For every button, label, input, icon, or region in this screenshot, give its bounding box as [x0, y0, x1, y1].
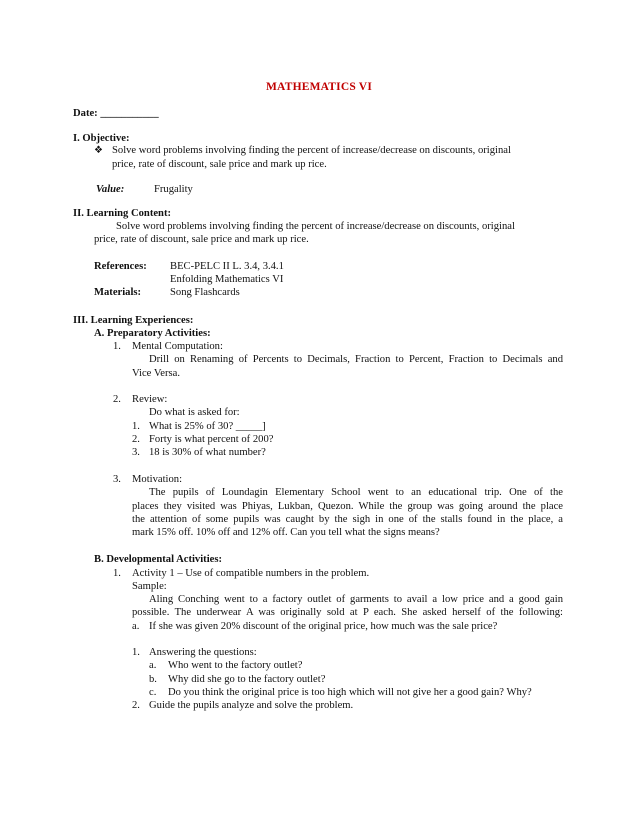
- learning-content-line-1: Solve word problems involving finding the percent of increase/decrease on discounts, original: [116, 221, 515, 232]
- mental-computation-line-2: Vice Versa.: [132, 368, 180, 379]
- activity-title: Activity 1 – Use of compatible numbers in the problem.: [132, 568, 370, 579]
- guide-number: 2.: [132, 700, 140, 711]
- value-text: Frugality: [154, 184, 193, 195]
- answering-title: Answering the questions:: [149, 647, 257, 658]
- answering-item-letter: b.: [149, 674, 157, 685]
- learning-content-heading: II. Learning Content:: [73, 208, 171, 219]
- motivation-line: The pupils of Loundagin Elementary School went to an educational trip. One of the: [149, 487, 563, 498]
- answering-item-letter: a.: [149, 660, 157, 671]
- sample-question-letter: a.: [132, 621, 140, 632]
- diamond-bullet-icon: ❖: [94, 145, 103, 156]
- answering-item-text: Why did she go to the factory outlet?: [168, 674, 326, 685]
- mental-computation-title: Mental Computation:: [132, 341, 223, 352]
- references-label: References:: [94, 261, 147, 272]
- activity-number: 1.: [113, 568, 121, 579]
- motivation-line: the attention of some pupils was caught by the sigh in one of the stalls found in the place, a: [132, 514, 563, 525]
- references-line-1: BEC-PELC II L. 3.4, 3.4.1: [170, 261, 284, 272]
- answering-item-text: Do you think the original price is too high which will not give her a good gain? Why?: [168, 687, 532, 698]
- review-item-text: 18 is 30% of what number?: [149, 447, 266, 458]
- mental-computation-number: 1.: [113, 341, 121, 352]
- review-number: 2.: [113, 394, 121, 405]
- review-item-number: 2.: [132, 434, 140, 445]
- guide-text: Guide the pupils analyze and solve the problem.: [149, 700, 354, 711]
- learning-experiences-heading: III. Learning Experiences:: [73, 315, 194, 326]
- references-line-2: Enfolding Mathematics VI: [170, 274, 284, 285]
- answering-item-text: Who went to the factory outlet?: [168, 660, 303, 671]
- developmental-activities-heading: B. Developmental Activities:: [94, 554, 222, 565]
- value-label: Value:: [96, 184, 125, 195]
- motivation-number: 3.: [113, 474, 121, 485]
- sample-label: Sample:: [132, 581, 167, 592]
- review-item-text: Forty is what percent of 200?: [149, 434, 274, 445]
- materials-label: Materials:: [94, 287, 142, 298]
- materials-text: Song Flashcards: [170, 287, 240, 298]
- review-title: Review:: [132, 394, 168, 405]
- review-item-number: 3.: [132, 447, 140, 458]
- review-item-number: 1.: [132, 421, 140, 432]
- answering-item-letter: c.: [149, 687, 157, 698]
- sample-line: Aling Conching went to a factory outlet of garments to avail a low price and a good gain: [149, 594, 563, 605]
- mental-computation-line-1: Drill on Renaming of Percents to Decimals, Fraction to Percent, Fraction to Decimals and: [149, 354, 563, 365]
- motivation-title: Motivation:: [132, 474, 183, 485]
- learning-content-line-2: price, rate of discount, sale price and mark up rice.: [94, 234, 309, 245]
- review-intro: Do what is asked for:: [149, 407, 240, 418]
- sample-question-text: If she was given 20% discount of the original price, how much was the sale price?: [149, 621, 498, 632]
- answering-number: 1.: [132, 647, 140, 658]
- page-title: MATHEMATICS VI: [266, 81, 372, 93]
- motivation-line: places they visited was Phiyas, Lukban, Quezon. While the group was going around the place: [132, 501, 563, 512]
- preparatory-activities-heading: A. Preparatory Activities:: [94, 328, 211, 339]
- objective-text-line-1: Solve word problems involving finding the percent of increase/decrease on discounts, original: [112, 145, 511, 156]
- objective-text-line-2: price, rate of discount, sale price and mark up rice.: [112, 159, 327, 170]
- sample-line: possible. The underwear A was originally sold at P each. She asked herself of the following:: [132, 607, 563, 618]
- motivation-line: mark 15% off. 10% off and 12% off. Can you tell what the signs means?: [132, 527, 440, 538]
- date-line: Date: ___________: [73, 108, 159, 119]
- objective-heading: I. Objective:: [73, 133, 130, 144]
- review-item-text: What is 25% of 30? _____]: [149, 421, 266, 432]
